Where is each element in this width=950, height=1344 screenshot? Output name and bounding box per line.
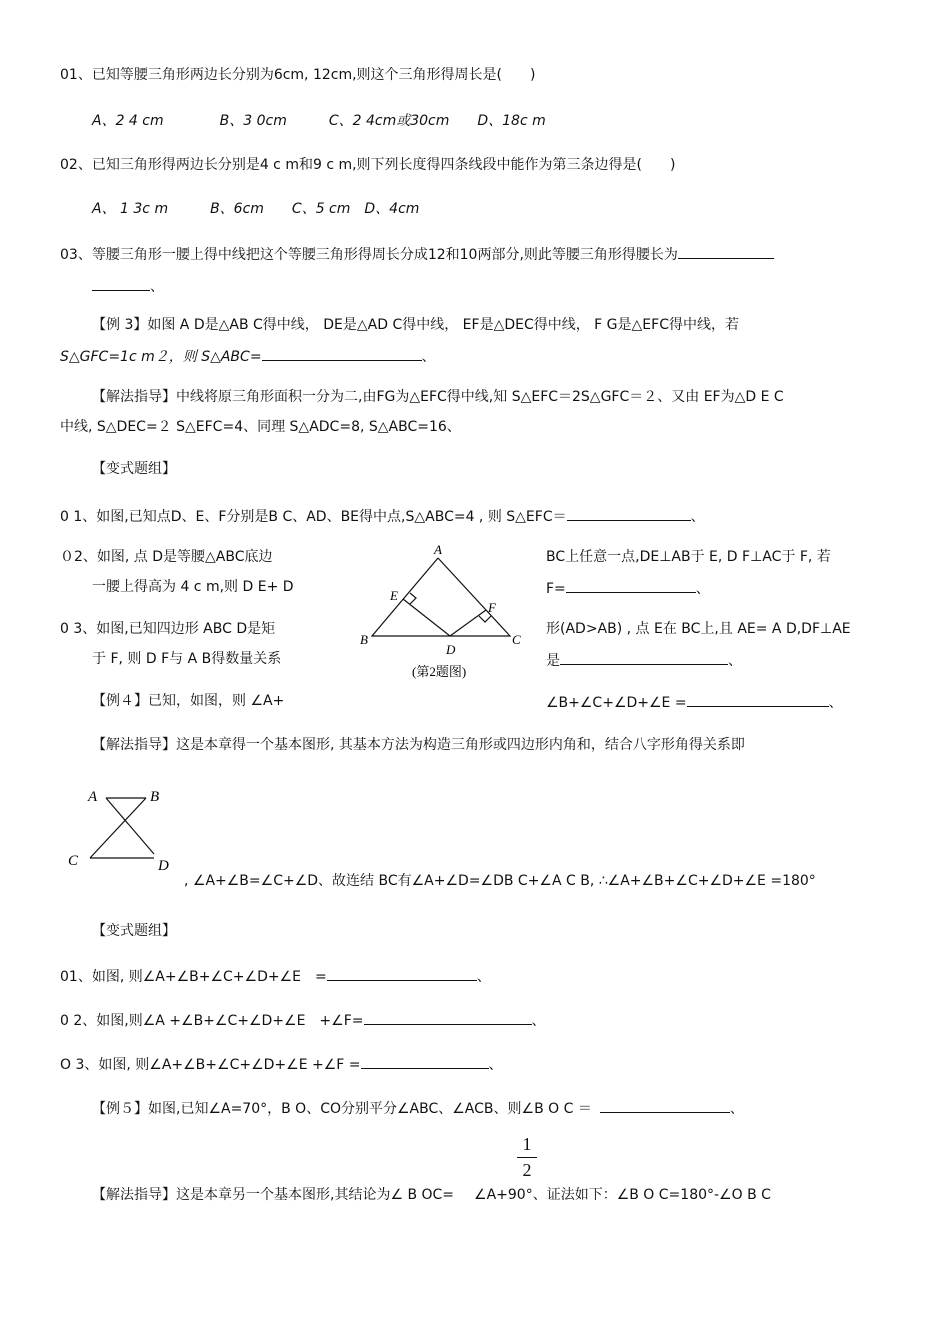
example-4-tail: 、 (828, 695, 843, 711)
label-a: A (88, 789, 98, 805)
solution-3-line1: 【解法指导】中线将原三角形面积一分为二,由FG为△EFC得中线,知 S△EFC＝2S△GFC＝２、又由 EF为△D E C (92, 389, 784, 405)
question-03-stem (60, 244, 774, 264)
segment-de (403, 599, 450, 636)
variant-group-title-2: 【变式题组】 (92, 923, 176, 939)
right-angle-mark-f (479, 616, 491, 622)
answer-blank[interactable] (678, 244, 774, 259)
variant-02-right2 (546, 578, 710, 598)
label-d: D (446, 642, 456, 657)
variant2-02 (60, 1010, 546, 1030)
variant-01-text: 0 1、如图,已知点D、E、F分别是B C、AD、BE得中点,S△ABC=4 , 则 S△EFC＝ (60, 509, 567, 525)
label-a: A (434, 542, 442, 557)
question-03-text: 03、等腰三角形一腰上得中线把这个等腰三角形得周长分成12和10两部分,则此等腰三角形得腰长为 (60, 247, 678, 263)
example-5-tail: 、 (729, 1101, 744, 1117)
label-f: F (488, 600, 496, 615)
bowtie-figure (64, 784, 182, 876)
variant-03-right2 (546, 650, 742, 670)
answer-blank[interactable] (262, 346, 422, 361)
segment-ad (106, 798, 154, 854)
variant2-03-tail: 、 (488, 1057, 503, 1073)
answer-blank[interactable] (600, 1098, 730, 1113)
variant-03-left1: 0 3、如图,已知四边形 ABC D是矩 (60, 621, 276, 637)
variant-03-tail: 、 (728, 653, 742, 669)
solution-4-formula: , ∠A+∠B=∠C+∠D、故连结 BC有∠A+∠D=∠DB C+∠A C B, ∴∠A+∠B+∠C+∠D+∠E =180° (184, 873, 816, 889)
variant-group-title: 【变式题组】 (92, 461, 176, 477)
solution-4-line1: 【解法指导】这是本章得一个基本图形, 其基本方法为构造三角形或四边形内角和，结合八字形角得关系即 (92, 737, 745, 753)
variant2-03 (60, 1054, 503, 1074)
question-02-options: A、 1 3c m B、6cm C、5 cm D、4cm (92, 201, 420, 217)
answer-blank[interactable] (560, 650, 728, 665)
example-4-right-text: ∠B+∠C+∠D+∠E = (546, 695, 687, 711)
variant2-01 (60, 966, 491, 986)
solution-3-line2: 中线, S△DEC=２ S△EFC=4、同理 S△ADC=8, S△ABC=16、 (60, 419, 461, 435)
example-3-line1: 【例 3】如图 A D是△AB C得中线， DE是△AD C得中线， EF是△DEC得中线， F G是△EFC得中线，若 (92, 317, 739, 333)
variant-02-right2-text: F= (546, 581, 566, 597)
segment-bc (90, 798, 146, 858)
label-b: B (360, 632, 368, 647)
example-3-given: S△GFC=1c m２，则 S△ABC= (60, 349, 262, 365)
variant2-02-text: 0 2、如图,则∠A +∠B+∠C+∠D+∠E +∠F= (60, 1013, 364, 1029)
figure-caption: (第2题图) (412, 664, 467, 679)
question-03-cont (92, 276, 164, 296)
solution-5-text: 【解法指导】这是本章另一个基本图形,其结论为∠ B OC= (92, 1187, 455, 1203)
variant-01 (60, 506, 705, 526)
question-02-stem: 02、已知三角形得两边长分别是4 c m和9 c m,则下列长度得四条线段中能作为第三条边得是( ) (60, 157, 676, 173)
question-01-options: A、2 4 cm B、3 0cm C、2 4cm或30cm D、18c m (92, 113, 546, 129)
example-3-tail: 、 (421, 349, 436, 365)
label-e: E (390, 588, 398, 603)
question-01-stem: 01、已知等腰三角形两边长分别为6cm, 12cm,则这个三角形得周长是( ) (60, 67, 536, 83)
fraction-denominator: 2 (522, 1160, 532, 1180)
example-5 (92, 1098, 744, 1118)
answer-blank[interactable] (567, 506, 691, 521)
right-angle-mark-e (410, 593, 416, 604)
variant-03-left2: 于 F, 则 D F与 A B得数量关系 (92, 651, 282, 667)
label-d: D (158, 858, 169, 874)
answer-blank[interactable] (364, 1010, 532, 1025)
solution-5-tail: ∠A+90°、证法如下：∠B O C=180°-∠O B C (474, 1187, 771, 1203)
variant-03-right2-text: 是 (546, 653, 560, 669)
example-4-left: 【例４】已知，如图，则 ∠A+ (92, 693, 285, 709)
fraction-numerator: 1 (522, 1134, 532, 1154)
fraction-bar (517, 1157, 537, 1158)
variant-02-right1: BC上任意一点,DE⊥AB于 E, D F⊥AC于 F, 若 (546, 549, 831, 565)
solution-5 (92, 1186, 771, 1204)
fraction-one-half (517, 1134, 537, 1181)
variant-02-tail: 、 (695, 581, 710, 597)
example-4-right (546, 692, 843, 712)
variant-01-tail: 、 (690, 509, 705, 525)
answer-blank[interactable] (361, 1054, 489, 1069)
label-c: C (512, 632, 521, 647)
variant-02-left1: ０2、如图, 点 D是等腰△ABC底边 (60, 549, 273, 565)
variant2-01-tail: 、 (476, 969, 491, 985)
example-3-line2 (60, 346, 436, 366)
segment-df (450, 610, 486, 636)
variant-03-right1: 形(AD>AB) , 点 E在 BC上,且 AE= A D,DF⊥AE (546, 621, 851, 637)
variant2-01-text: 01、如图, 则∠A+∠B+∠C+∠D+∠E = (60, 969, 327, 985)
answer-blank[interactable] (327, 966, 477, 981)
triangle-figure-2 (352, 540, 532, 690)
answer-blank[interactable] (687, 692, 829, 707)
variant2-02-tail: 、 (531, 1013, 546, 1029)
variant-02-left2: 一腰上得高为 4 c m,则 D E+ D (92, 579, 294, 595)
variant2-03-text: O 3、如图, 则∠A+∠B+∠C+∠D+∠E +∠F = (60, 1057, 361, 1073)
answer-blank[interactable] (92, 276, 150, 291)
example-5-text: 【例５】如图,已知∠A=70°，B O、CO分别平分∠ABC、∠ACB、则∠B O C ＝ (92, 1101, 592, 1117)
question-03-tail: 、 (150, 279, 164, 295)
label-c: C (68, 853, 79, 869)
label-b: B (150, 789, 160, 805)
answer-blank[interactable] (566, 578, 696, 593)
